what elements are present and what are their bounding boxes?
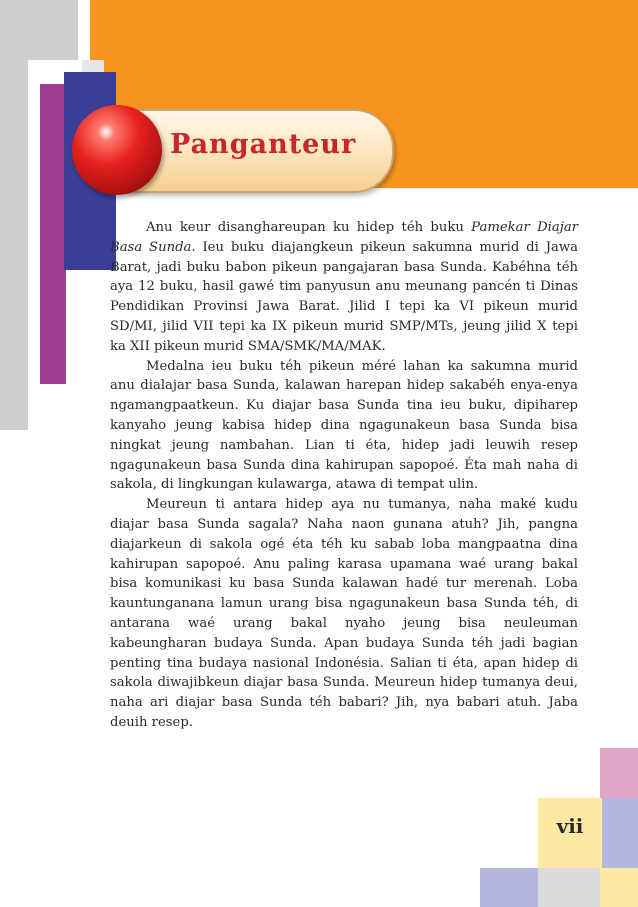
decor-pink-square: [600, 748, 638, 800]
body-text: [110, 218, 578, 733]
paragraph-1-start: Anu keur disanghareupan ku hidep téh buku: [146, 220, 472, 235]
page-number: vii: [556, 814, 584, 838]
decor-gray-block: [0, 0, 78, 60]
decor-gray-strip: [0, 60, 28, 430]
decor-periwinkle-square: [600, 798, 638, 868]
decor-gray-square: [538, 868, 602, 907]
decor-periwinkle-square-2: [480, 868, 540, 907]
page-title: Panganteur: [170, 129, 357, 160]
decor-yellow-square: [600, 868, 638, 907]
paragraph-1-rest: . Ieu buku diajangkeun pikeun sakumna murid di Jawa Barat, jadi buku babon pikeun pangajaran basa Sunda. Kabéhna téh aya 12 buku, hasil gawé tim panyusun anu meunang pancén ti Dinas Pendidikan Provinsi Jawa Barat. Jilid I tepi ka VI pikeun murid SD/MI, jilid VII tepi ka IX pikeun murid SMP/MTs, jeung jilid X tepi ka XII pikeun murid SMA/SMK/MA/MAK.: [110, 239, 579, 354]
book-title: Pamekar Diajar Basa Sunda: [110, 220, 579, 255]
paragraph-1: [110, 218, 578, 357]
red-ball-icon: [72, 105, 162, 195]
paragraph-2: Medalna ieu buku téh pikeun méré lahan ka sakumna murid anu dialajar basa Sunda, kalawan harepan hidep sakabéh enya-enya ngamangpaatkeun. Ku diajar basa Sunda tina ieu buku, dipiharep kanyaho jeung kabisa hidep dina ngagunakeun basa Sunda bisa ningkat jeung nambahan. Lian ti éta, hidep jadi leuwih resep ngagunakeun basa Sunda dina kahirupan sapopoé. Éta mah naha di sakola, di lingkungan kulawarga, atawa di tempat ulin.: [110, 358, 578, 493]
paragraph-3: Meureun ti antara hidep aya nu tumanya, naha maké kudu diajar basa Sunda sagala? Naha naon gunana atuh? Jih, pangna diajarkeun di sakola ogé éta téh ku sabab loba mangpaatna dina kahirupan sapopoé. Anu paling karasa upamana waé urang bakal bisa komunikasi ku basa Sunda kalawan hadé tur merenah. Loba kauntunganana lamun urang bisa ngagunakeun basa Sunda téh, di antarana waé urang bakal nyaho jeung bisa neuleuman kabeungharan budaya Sunda. Apan budaya Sunda téh jadi bagian penting tina budaya nasional Indonésia. Salian ti éta, apan hidep di sakola diwajibkeun diajar basa Sunda. Meureun hidep tumanya deui, naha ari diajar basa Sunda téh babari? Jih, nya babari atuh. Jaba deuih resep.: [110, 497, 578, 730]
decor-purple-strip: [40, 84, 66, 384]
